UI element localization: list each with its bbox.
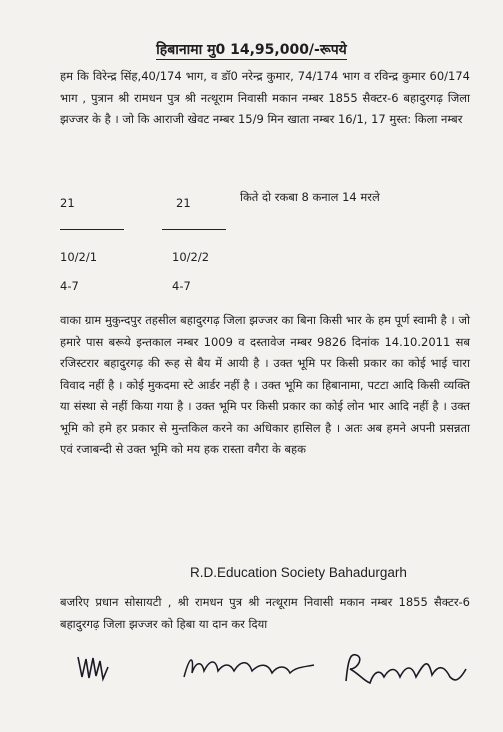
signature-mark-icon (76, 653, 116, 683)
fraction-line-2 (162, 229, 226, 230)
document-title (0, 40, 503, 59)
title-text: हिबानामा मु0 14,95,000/-रूपये (156, 42, 347, 58)
signature-area (60, 645, 480, 695)
society-name: R.D.Education Society Bahadurgarh (190, 565, 407, 580)
fraction-line-1 (60, 229, 124, 230)
area-description: किते दो रकबा 8 कनाल 14 मरले (240, 190, 380, 204)
area-value-1: 4-7 (60, 279, 79, 293)
killa-number-2: 21 (176, 196, 191, 210)
signature-ravinder-icon (340, 647, 470, 689)
intro-paragraph: हम कि विरेन्द्र सिंह,40/174 भाग, व डॉ0 नरेन्द्र कुमार, 74/174 भाग व रविन्द्र कुमार 60/174 भाग , पुत्रान श्री रामधन पुत्र श्री नत्थूराम निवासी मकान नम्बर 1855 सैक्टर-6 बहादुरगढ़ जिला झज्जर के है । जो कि आराजी खेवट नम्बर 15/9 मिन खाता नम्बर 16/1, 17 मुस्त: किला नम्बर (60, 69, 470, 126)
transfer-paragraph: बजरिए प्रधान सोसायटी , श्री रामधन पुत्र श्री नत्थूराम निवासी मकान नम्बर 1855 सैक्टर-6 बहादुरगढ़ जिला झज्जर को हिबा या दान कर दिया (60, 595, 470, 631)
ownership-paragraph: वाका ग्राम मुकुन्दपुर तहसील बहादुरगढ़ जिला झज्जर का बिना किसी भार के हम पूर्ण स्वामी है । जो हमारे पास बरूये इन्तकाल नम्बर 1009 व दस्तावेज नम्बर 9826 दिनांक 14.10.2011 सब रजिस्टरार बहादुरगढ़ की रूह से बैय में आयी है । उक्त भूमि पर किसी प्रकार का कोई भाई चारा विवाद नहीं है । कोई मुकदमा स्टे आर्डर नहीं है । उक्त भूमि का हिबानामा, पटटा आदि किसी व्यक्ति या संस्था से नहीं किया गया है । उक्त भूमि पर किसी प्रकार का कोई लोन भार आदि नहीं है । उक्त भूमि को हमे हर प्रकार से मुन्तकिल करने का अधिकार हासिल है । अतः अब हमने अपनी प्रसन्नता एवं रजाबन्दी से उक्त भूमि को मय हक रास्ता वगैरा के बहक (60, 313, 470, 456)
rect-number-1: 10/2/1 (60, 250, 98, 264)
killa-number-1: 21 (60, 196, 75, 210)
signature-harindra-kumar-icon (180, 651, 320, 683)
area-value-2: 4-7 (172, 279, 191, 293)
rect-number-2: 10/2/2 (172, 250, 210, 264)
